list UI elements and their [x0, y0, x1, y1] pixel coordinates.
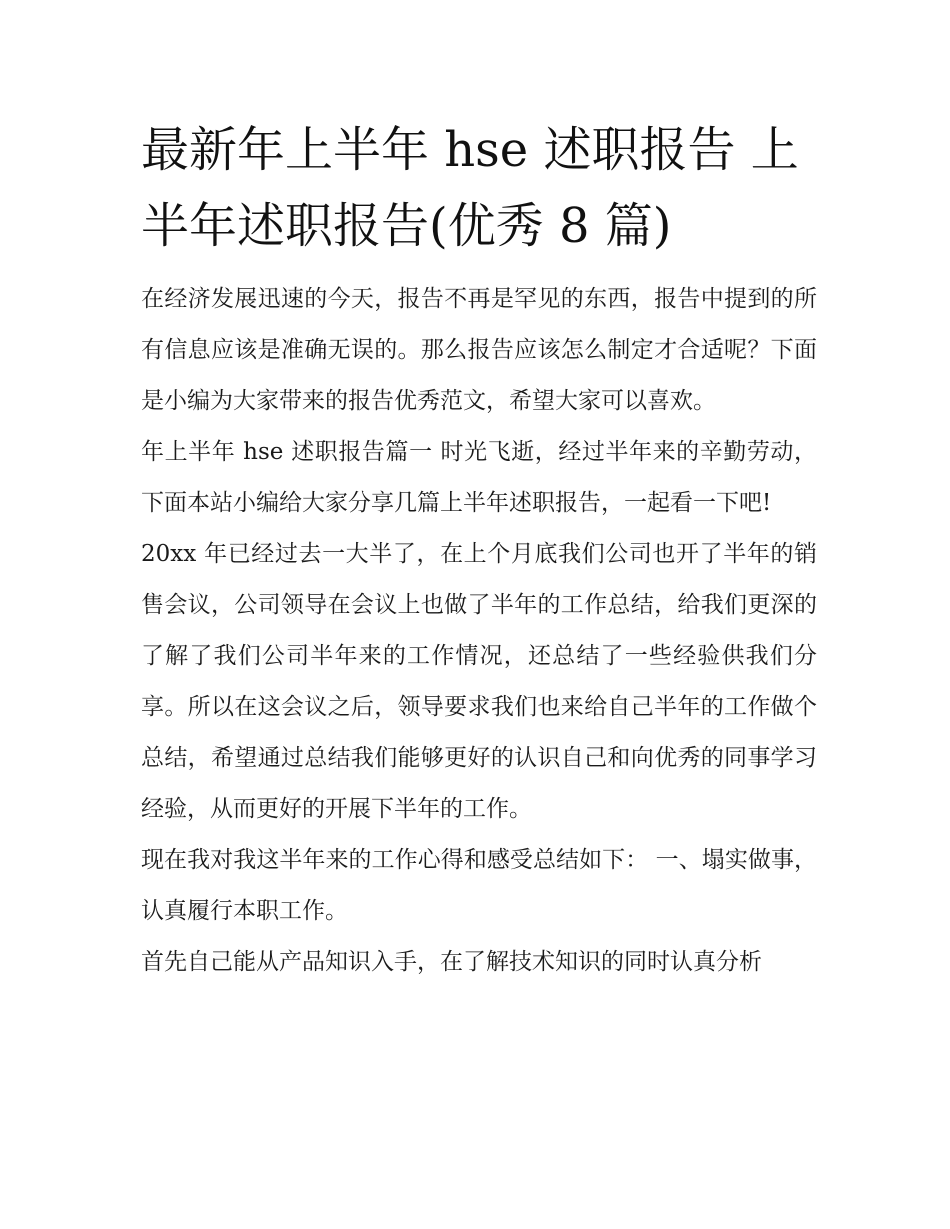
document-body — [141, 112, 817, 988]
document-title: 最新年上半年 hse 述职报告 上半年述职报告(优秀 8 篇) — [141, 122, 799, 254]
paragraph-sales-meeting: 20xx 年已经过去一大半了，在上个月底我们公司也开了半年的销售会议，公司领导在会议上也做了半年的工作总结，给我们更深的了解了我们公司半年来的工作情况，还总结了一些经验供我们分享。所以在这会议之后，领导要求我们也来给自己半年的工作做个总结，希望通过总结我们能够更好的认识自己和向优秀的同事学习经验，从而更好的开展下半年的工作。 — [141, 541, 817, 822]
paragraph-product-knowledge: 首先自己能从产品知识入手，在了解技术知识的同时认真分析 — [141, 949, 762, 975]
paragraph-summary-point-one: 现在我对我这半年来的工作心得和感受总结如下： 一、塌实做事，认真履行本职工作。 — [141, 847, 817, 924]
paragraph-section-one-heading: 年上半年 hse 述职报告篇一 时光飞逝，经过半年来的辛勤劳动，下面本站小编给大家分享几篇上半年述职报告，一起看一下吧! — [141, 439, 817, 516]
paragraph-intro: 在经济发展迅速的今天，报告不再是罕见的东西，报告中提到的所有信息应该是准确无误的。那么报告应该怎么制定才合适呢？下面是小编为大家带来的报告优秀范文，希望大家可以喜欢。 — [141, 286, 817, 414]
